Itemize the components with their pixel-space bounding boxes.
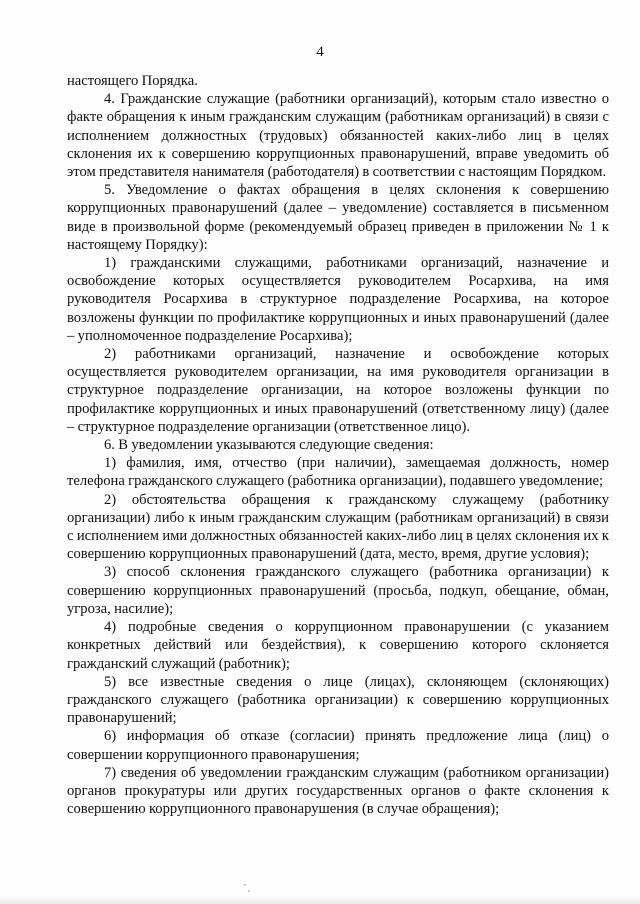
paragraph-item-6-3: 3) способ склонения гражданского служащего (работника организации) к совершению коррупционных правонарушений (просьба, подкуп, обещание, обман, угроза, насилие); bbox=[67, 564, 609, 617]
page-number: 4 bbox=[316, 44, 324, 60]
document-body bbox=[67, 72, 609, 818]
scan-speck bbox=[248, 890, 250, 892]
paragraph-item-5-2: 2) работниками организаций, назначение и освобождение которых осуществляется руководителем организации, на имя руководителя организации в структурное подразделение организации, на которое возложены функции по профилактике коррупционных и иных правонарушений (ответственному лицу) (далее – структурное подразделение организации (ответственное лицо). bbox=[67, 346, 609, 435]
scan-edge-shadow bbox=[0, 896, 640, 904]
paragraph-item-6-5: 5) все известные сведения о лице (лицах), склоняющем (склоняющих) гражданского служащего (работника организации) к совершению коррупционных правонарушений; bbox=[67, 673, 609, 727]
paragraph-item-6-4: 4) подробные сведения о коррупционном правонарушении (с указанием конкретных действий или бездействия), к совершению которого склоняется гражданский служащий (работник); bbox=[67, 619, 609, 672]
paragraph-item-6-6: 6) информация об отказе (согласии) принять предложение лица (лиц) о совершении коррупционного правонарушения; bbox=[67, 728, 609, 763]
paragraph-item-4: 4. Гражданские служащие (работники организаций), которым стало известно о факте обращения к иным гражданским служащим (работникам организаций) в связи с исполнением должностных (трудовых) обязанностей каких-либо лиц в целях склонения их к совершению коррупционных правонарушений, вправе уведомить об этом представителя нанимателя (работодателя) в соответствии с настоящим Порядком. bbox=[67, 91, 609, 181]
paragraph-item-6: 6. В уведомлении указываются следующие сведения: bbox=[104, 437, 434, 454]
paragraph-item-6-7: 7) сведения об уведомлении гражданским служащим (работником организации) органов прокуратуры или других государственных органов о факте склонения к совершению коррупционного правонарушения (в случае обращения); bbox=[67, 764, 609, 818]
paragraph-item-5-1: 1) гражданскими служащими, работниками организаций, назначение и освобождение которых осуществляется руководителем Росархива, на имя руководителя Росархива в структурное подразделение Росархива, на которое возложены функции по профилактике коррупционных и иных правонарушений (далее – уполномоченное подразделение Росархива); bbox=[67, 255, 609, 344]
paragraph-item-5: 5. Уведомление о фактах обращения в целях склонения к совершению коррупционных правонарушений (далее – уведомление) составляется в письменном виде в произвольной форме (рекомендуемый образец приведен в приложении № 1 к настоящему Порядку): bbox=[67, 182, 609, 253]
paragraph-item-6-1: 1) фамилия, имя, отчество (при наличии), замещаемая должность, номер телефона гражданского служащего (работника организации), подавшего уведомление; bbox=[67, 455, 609, 490]
paragraph-item-6-2: 2) обстоятельства обращения к гражданскому служащему (работнику организации) либо к иным гражданским служащим (работникам организаций) в связи с исполнением ими должностных обязанностей каких-либо лиц в целях склонения их к совершению коррупционных правонарушений (дата, место, время, другие условия); bbox=[67, 491, 609, 563]
paragraph-continuation: настоящего Порядка. bbox=[67, 73, 198, 89]
scan-speck bbox=[244, 884, 246, 886]
